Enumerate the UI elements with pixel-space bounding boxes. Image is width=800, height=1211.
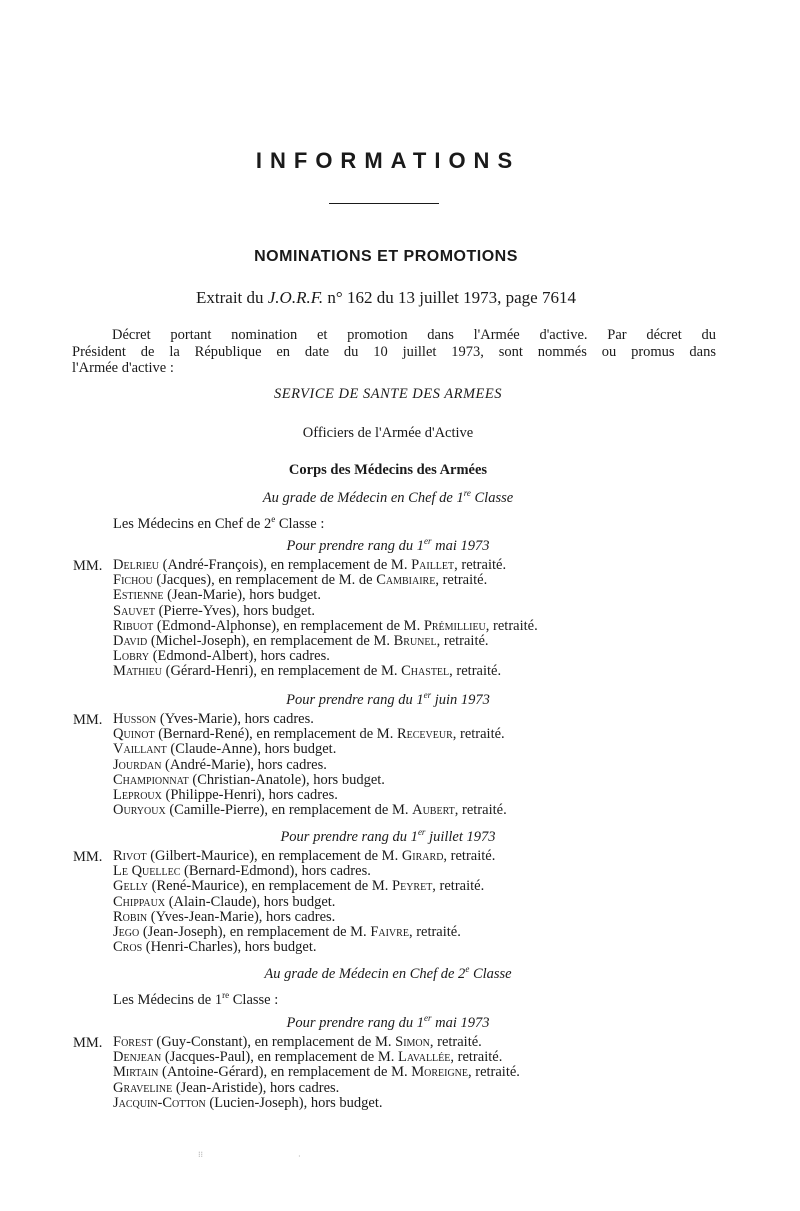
entry-detail: (Guy-Constant), en remplacement de M. <box>152 1034 396 1050</box>
scan-mark: ⁝⁝ <box>198 1150 204 1159</box>
list-item <box>113 925 495 940</box>
grade1-tail: Classe <box>470 490 514 506</box>
entry-detail: (Alain-Claude), hors budget. <box>165 893 336 910</box>
list-item <box>113 1081 520 1096</box>
entry-surname: David <box>113 633 148 650</box>
rank-heading-tail: juin 1973 <box>431 692 490 708</box>
entry-surname: Le Quellec <box>113 863 181 880</box>
entry-replaced-officer: Prémillieu <box>423 617 486 634</box>
service-heading: SERVICE DE SANTE DES ARMEES <box>273 386 503 402</box>
list-item <box>113 604 538 619</box>
list-item <box>113 588 538 603</box>
names-list <box>113 1035 520 1111</box>
entry-replaced-officer: Peyret <box>392 878 433 895</box>
list-item <box>113 1035 520 1050</box>
entry-detail: (René-Maurice), en remplacement de M. <box>148 878 393 895</box>
entry-replaced-officer: Chastel <box>401 663 450 680</box>
list-item <box>113 649 538 664</box>
entry-replaced-officer: Paillet <box>411 557 455 573</box>
entry-detail: (Yves-Jean-Marie), hors cadres. <box>147 908 336 925</box>
entry-status: , retraité. <box>443 848 496 864</box>
entry-surname: Leproux <box>113 787 162 804</box>
entry-detail: (Lucien-Joseph), hors budget. <box>205 1094 383 1111</box>
rank-heading <box>0 829 776 846</box>
grade2-sup: e <box>465 964 470 974</box>
entry-status: , retraité. <box>454 557 507 573</box>
rank-heading-sup: er <box>423 690 432 700</box>
corps-heading: Corps des Médecins des Armées <box>288 462 488 478</box>
list-item <box>113 727 507 742</box>
rank-heading-text: Pour prendre rang du 1 <box>286 692 424 708</box>
rank-heading-sup: er <box>423 536 432 546</box>
list-item <box>113 558 538 573</box>
list-item <box>113 895 495 910</box>
entry-status: , retraité. <box>432 878 485 895</box>
entry-detail: (Michel-Joseph), en remplacement de M. <box>147 633 394 650</box>
from-line-2 <box>113 992 278 1009</box>
entry-surname: Vaillant <box>113 741 167 758</box>
entry-detail: (Gilbert-Maurice), en remplacement de M. <box>146 848 402 864</box>
list-item <box>113 712 507 727</box>
entry-detail: (André-Marie), hors cadres. <box>161 756 327 773</box>
rank-heading-text: Pour prendre rang du 1 <box>286 538 424 554</box>
entry-surname: Lobry <box>113 648 150 665</box>
from2-sup: re <box>222 990 230 1000</box>
grade2-text: Au grade de Médecin en Chef de 2 <box>264 966 466 982</box>
intro-line: Décret portant nomination et promotion dans l'Armée d'active. Par décret du <box>112 327 716 343</box>
entry-status: , retraité. <box>429 1034 482 1050</box>
entry-surname: Ribuot <box>113 617 154 634</box>
mm-label: MM. <box>73 558 103 574</box>
list-item <box>113 773 507 788</box>
list-item <box>113 803 507 818</box>
rank-heading-tail: juillet 1973 <box>425 829 496 845</box>
rank-heading-tail: mai 1973 <box>431 538 490 554</box>
title-divider <box>329 203 439 204</box>
grade-heading-1 <box>0 490 776 507</box>
entry-replaced-officer: Aubert <box>412 802 455 819</box>
list-item <box>113 849 495 864</box>
entry-surname: Forest <box>113 1034 153 1050</box>
entry-replaced-officer: Cambiaire <box>376 572 436 589</box>
entry-detail: (Bernard-Edmond), hors cadres. <box>180 863 371 880</box>
grade1-text: Au grade de Médecin en Chef de 1 <box>262 490 464 506</box>
list-item <box>113 742 507 757</box>
list-item <box>113 1050 520 1065</box>
list-item <box>113 910 495 925</box>
entry-replaced-officer: Brunel <box>393 633 437 650</box>
rank-heading-sup: er <box>423 1013 432 1023</box>
rank-heading-tail: mai 1973 <box>431 1015 490 1031</box>
entry-surname: Denjean <box>113 1049 162 1066</box>
entry-detail: (Philippe-Henri), hors cadres. <box>161 787 338 804</box>
entry-surname: Gelly <box>113 878 149 895</box>
entry-detail: (André-François), en remplacement de M. <box>159 557 412 573</box>
scan-mark: · <box>298 1152 301 1161</box>
from1-sup: e <box>271 514 276 524</box>
entry-surname: Jourdan <box>113 756 162 773</box>
names-list <box>113 849 495 955</box>
entry-surname: Quinot <box>113 726 155 743</box>
list-item <box>113 879 495 894</box>
from2-tail: Classe : <box>229 992 279 1008</box>
list-item <box>113 864 495 879</box>
officers-heading: Officiers de l'Armée d'Active <box>302 425 474 441</box>
list-item <box>113 1096 520 1111</box>
list-item <box>113 634 538 649</box>
entry-detail: (Edmond-Albert), hors cadres. <box>149 648 330 665</box>
from1-text: Les Médecins en Chef de 2 <box>113 516 272 532</box>
entry-status: , retraité. <box>485 617 538 634</box>
entry-detail: (Antoine-Gérard), en remplacement de M. <box>158 1064 412 1081</box>
entry-status: , retraité. <box>452 726 505 743</box>
entry-detail: (Jacques-Paul), en remplacement de M. <box>161 1049 398 1066</box>
grade-heading-2 <box>0 966 776 983</box>
names-list <box>113 558 538 680</box>
entry-detail: (Christian-Anatole), hors budget. <box>188 771 385 788</box>
entry-status: , retraité. <box>436 633 489 650</box>
entry-status: , retraité. <box>450 1049 503 1066</box>
rank-heading-sup: er <box>417 827 426 837</box>
entry-surname: Cros <box>113 939 143 956</box>
section-title: NOMINATIONS ET PROMOTIONS <box>254 248 518 265</box>
from1-tail: Classe : <box>275 516 325 532</box>
entry-detail: (Edmond-Alphonse), en remplacement de M. <box>153 617 424 634</box>
rank-heading-text: Pour prendre rang du 1 <box>280 829 418 845</box>
entry-replaced-officer: Girard <box>401 848 444 864</box>
entry-surname: Robin <box>113 908 148 925</box>
entry-status: , retraité. <box>408 924 461 941</box>
entry-detail: (Camille-Pierre), en remplacement de M. <box>165 802 413 819</box>
entry-surname: Estienne <box>113 587 164 604</box>
entry-status: , retraité. <box>435 572 488 589</box>
entry-replaced-officer: Lavallée <box>398 1049 451 1066</box>
mm-label: MM. <box>73 849 103 865</box>
entry-detail: (Jacques), en remplacement de M. de <box>152 572 377 589</box>
entry-surname: Fichou <box>113 572 153 589</box>
entry-replaced-officer: Faivre <box>370 924 409 941</box>
extract-reference <box>0 288 772 308</box>
entry-detail: (Bernard-René), en remplacement de M. <box>154 726 397 743</box>
rank-heading <box>0 538 776 555</box>
entry-status: , retraité. <box>454 802 507 819</box>
rank-heading-text: Pour prendre rang du 1 <box>286 1015 424 1031</box>
mm-label: MM. <box>73 1035 103 1051</box>
extract-prefix: Extrait du <box>196 288 268 307</box>
entry-status: , retraité. <box>468 1064 520 1081</box>
entry-surname: Championnat <box>113 771 189 788</box>
entry-detail: (Yves-Marie), hors cadres. <box>156 711 314 727</box>
intro-line: l'Armée d'active : <box>72 360 174 376</box>
entry-surname: Chippaux <box>113 893 166 910</box>
entry-status: , retraité. <box>449 663 502 680</box>
list-item <box>113 664 538 679</box>
entry-replaced-officer: Simon <box>395 1034 430 1050</box>
mm-label: MM. <box>73 712 103 728</box>
entry-surname: Sauvet <box>113 602 155 619</box>
entry-surname: Mirtain <box>113 1064 159 1081</box>
entry-detail: (Claude-Anne), hors budget. <box>166 741 337 758</box>
entry-surname: Ouryoux <box>113 802 166 819</box>
decree-intro <box>72 327 716 377</box>
extract-journal: J.O.R.F. <box>267 288 324 307</box>
entry-surname: Graveline <box>113 1079 173 1096</box>
from2-text: Les Médecins de 1 <box>113 992 223 1008</box>
list-item <box>113 1065 520 1080</box>
entry-detail: (Jean-Joseph), en remplacement de M. <box>139 924 371 941</box>
entry-surname: Delrieu <box>113 557 160 573</box>
intro-line: Président de la République en date du 10 juillet 1973, sont nommés ou promus dans <box>72 343 716 360</box>
list-item <box>113 940 495 955</box>
entry-detail: (Gérard-Henri), en remplacement de M. <box>162 663 402 680</box>
list-item <box>113 758 507 773</box>
entry-detail: (Henri-Charles), hors budget. <box>142 939 317 956</box>
grade1-sup: re <box>463 488 471 498</box>
rank-heading <box>0 692 776 709</box>
list-item <box>113 788 507 803</box>
entry-surname: Mathieu <box>113 663 162 680</box>
page-title: INFORMATIONS <box>255 148 521 173</box>
grade2-tail: Classe <box>469 966 512 982</box>
entry-detail: (Jean-Aristide), hors cadres. <box>172 1079 340 1096</box>
extract-suffix: n° 162 du 13 juillet 1973, page 7614 <box>323 288 576 307</box>
entry-surname: Jacquin-Cotton <box>113 1094 206 1111</box>
entry-replaced-officer: Moreigne <box>411 1064 468 1081</box>
list-item <box>113 573 538 588</box>
entry-surname: Husson <box>113 711 157 727</box>
entry-detail: (Pierre-Yves), hors budget. <box>154 602 315 619</box>
rank-heading <box>0 1015 776 1032</box>
names-list <box>113 712 507 818</box>
from-line-1 <box>113 516 324 533</box>
entry-detail: (Jean-Marie), hors budget. <box>163 587 321 604</box>
entry-surname: Jego <box>113 924 140 941</box>
list-item <box>113 619 538 634</box>
entry-replaced-officer: Receveur <box>396 726 453 743</box>
entry-surname: Rivot <box>113 848 147 864</box>
